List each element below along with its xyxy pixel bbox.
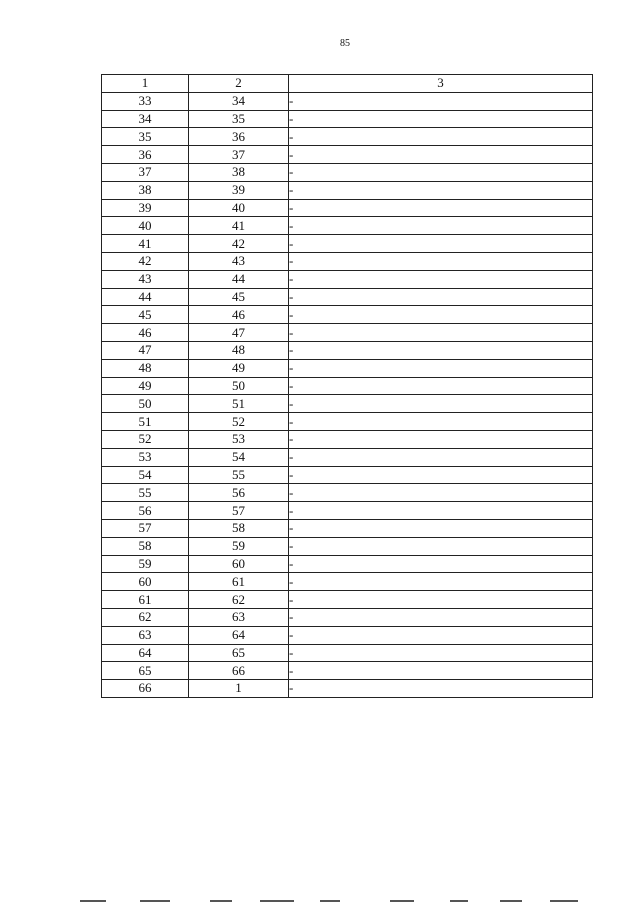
table-row (102, 146, 593, 164)
table-row (102, 324, 593, 342)
table-cell-col3: - (289, 448, 593, 466)
table-cell-col1: 52 (102, 430, 189, 448)
table-cell-col3: - (289, 110, 593, 128)
table-cell-col2: 62 (189, 591, 289, 609)
table-cell-col1: 44 (102, 288, 189, 306)
table-cell-col2: 66 (189, 662, 289, 680)
table-cell-col1: 42 (102, 252, 189, 270)
table-cell-col1: 39 (102, 199, 189, 217)
table-cell-col3: - (289, 252, 593, 270)
table-row (102, 341, 593, 359)
table-cell-col1: 33 (102, 92, 189, 110)
table-cell-col3: - (289, 146, 593, 164)
table-cell-col2: 53 (189, 430, 289, 448)
table-cell-col2: 38 (189, 163, 289, 181)
table-cell-col3: - (289, 395, 593, 413)
table-cell-col1: 49 (102, 377, 189, 395)
table-cell-col1: 54 (102, 466, 189, 484)
table-cell-col2: 64 (189, 626, 289, 644)
table-cell-col2: 65 (189, 644, 289, 662)
table-cell-col2: 54 (189, 448, 289, 466)
table-cell-col3: - (289, 92, 593, 110)
table-row (102, 484, 593, 502)
table-cell-col1: 51 (102, 413, 189, 431)
table-cell-col3: - (289, 270, 593, 288)
table-cell-col3: - (289, 519, 593, 537)
table-cell-col1: 53 (102, 448, 189, 466)
table-cell-col2: 63 (189, 608, 289, 626)
table-row (102, 270, 593, 288)
table-row (102, 110, 593, 128)
table-cell-col3: - (289, 413, 593, 431)
table-body (102, 92, 593, 697)
table-row (102, 92, 593, 110)
table-cell-col2: 36 (189, 128, 289, 146)
table-cell-col1: 37 (102, 163, 189, 181)
table-row (102, 377, 593, 395)
table-cell-col3: - (289, 359, 593, 377)
table-cell-col1: 35 (102, 128, 189, 146)
table-cell-col3: - (289, 199, 593, 217)
table-cell-col3: - (289, 217, 593, 235)
table-cell-col1: 41 (102, 235, 189, 253)
table-cell-col3: - (289, 341, 593, 359)
table-row (102, 359, 593, 377)
table-cell-col1: 47 (102, 341, 189, 359)
table-cell-col3: - (289, 181, 593, 199)
table-cell-col2: 50 (189, 377, 289, 395)
table-cell-col2: 49 (189, 359, 289, 377)
table-row (102, 644, 593, 662)
column-header-3: 3 (289, 75, 593, 93)
table-cell-col2: 57 (189, 502, 289, 520)
table-cell-col2: 48 (189, 341, 289, 359)
table-cell-col2: 34 (189, 92, 289, 110)
table-row (102, 573, 593, 591)
table-cell-col2: 41 (189, 217, 289, 235)
table-cell-col1: 61 (102, 591, 189, 609)
table-cell-col1: 45 (102, 306, 189, 324)
data-table (101, 74, 593, 698)
table-cell-col1: 48 (102, 359, 189, 377)
table-row (102, 608, 593, 626)
table-cell-col1: 59 (102, 555, 189, 573)
table-cell-col2: 44 (189, 270, 289, 288)
table-row (102, 306, 593, 324)
table-cell-col3: - (289, 502, 593, 520)
table-cell-col3: - (289, 128, 593, 146)
table-cell-col3: - (289, 306, 593, 324)
table-cell-col1: 38 (102, 181, 189, 199)
table-cell-col2: 46 (189, 306, 289, 324)
table-cell-col1: 63 (102, 626, 189, 644)
table-row (102, 519, 593, 537)
table-cell-col2: 55 (189, 466, 289, 484)
table-cell-col2: 45 (189, 288, 289, 306)
table-cell-col1: 40 (102, 217, 189, 235)
table-cell-col2: 59 (189, 537, 289, 555)
table-cell-col3: - (289, 626, 593, 644)
table-cell-col1: 57 (102, 519, 189, 537)
table-row (102, 199, 593, 217)
table-cell-col2: 1 (189, 680, 289, 698)
table-cell-col2: 35 (189, 110, 289, 128)
table-cell-col2: 52 (189, 413, 289, 431)
table-cell-col2: 43 (189, 252, 289, 270)
table-row (102, 466, 593, 484)
column-header-1: 1 (102, 75, 189, 93)
table-cell-col1: 62 (102, 608, 189, 626)
table-row (102, 163, 593, 181)
table-row (102, 395, 593, 413)
table-row (102, 288, 593, 306)
table-cell-col1: 43 (102, 270, 189, 288)
table-cell-col2: 39 (189, 181, 289, 199)
table-cell-col3: - (289, 573, 593, 591)
table-row (102, 537, 593, 555)
table-cell-col3: - (289, 163, 593, 181)
table-cell-col3: - (289, 288, 593, 306)
table-cell-col1: 50 (102, 395, 189, 413)
table-cell-col3: - (289, 537, 593, 555)
table-cell-col3: - (289, 644, 593, 662)
table-cell-col3: - (289, 324, 593, 342)
table-cell-col1: 58 (102, 537, 189, 555)
table-row (102, 626, 593, 644)
bottom-edge-marks (30, 897, 610, 905)
table-cell-col2: 60 (189, 555, 289, 573)
table-cell-col2: 47 (189, 324, 289, 342)
table-row (102, 448, 593, 466)
table-cell-col3: - (289, 608, 593, 626)
table-cell-col1: 64 (102, 644, 189, 662)
table-cell-col2: 40 (189, 199, 289, 217)
table-cell-col2: 37 (189, 146, 289, 164)
table-cell-col3: - (289, 662, 593, 680)
table-cell-col3: - (289, 591, 593, 609)
table-cell-col2: 51 (189, 395, 289, 413)
table-cell-col3: - (289, 484, 593, 502)
page-number: 85 (340, 38, 350, 49)
table-cell-col2: 61 (189, 573, 289, 591)
table-cell-col3: - (289, 430, 593, 448)
table-header (102, 75, 593, 93)
table-cell-col3: - (289, 466, 593, 484)
table-cell-col1: 60 (102, 573, 189, 591)
table-cell-col1: 46 (102, 324, 189, 342)
table-cell-col3: - (289, 235, 593, 253)
table-row (102, 662, 593, 680)
table-row (102, 217, 593, 235)
table-cell-col1: 36 (102, 146, 189, 164)
table-row (102, 181, 593, 199)
table-cell-col1: 65 (102, 662, 189, 680)
table-cell-col2: 58 (189, 519, 289, 537)
column-header-2: 2 (189, 75, 289, 93)
table-row (102, 502, 593, 520)
table-cell-col1: 66 (102, 680, 189, 698)
table-row (102, 413, 593, 431)
table-cell-col1: 55 (102, 484, 189, 502)
header-row (102, 75, 593, 93)
table-cell-col1: 34 (102, 110, 189, 128)
table-cell-col3: - (289, 680, 593, 698)
table-row (102, 680, 593, 698)
table-cell-col2: 42 (189, 235, 289, 253)
table-cell-col1: 56 (102, 502, 189, 520)
table-row (102, 128, 593, 146)
table-row (102, 430, 593, 448)
table-cell-col3: - (289, 555, 593, 573)
table-row (102, 591, 593, 609)
table-cell-col2: 56 (189, 484, 289, 502)
table-row (102, 235, 593, 253)
table-cell-col3: - (289, 377, 593, 395)
table-row (102, 252, 593, 270)
table-row (102, 555, 593, 573)
